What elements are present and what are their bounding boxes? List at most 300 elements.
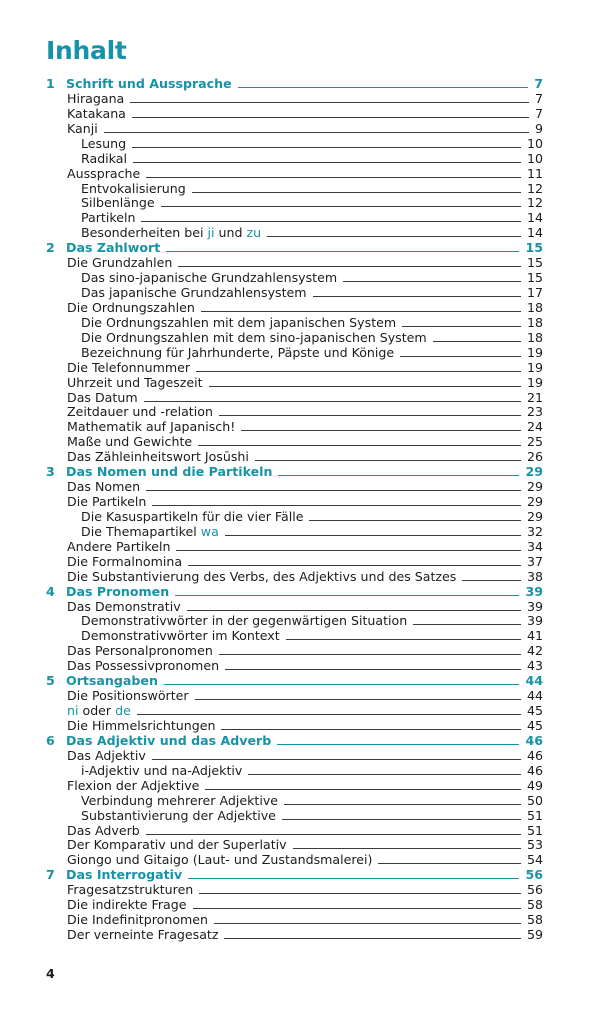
page-ref: 58	[526, 897, 543, 913]
leader-line	[152, 505, 521, 506]
toc-entry	[67, 539, 542, 554]
entry-label-text: Mathematik auf Japanisch!	[67, 419, 236, 435]
entry-label	[67, 554, 186, 569]
entry-label-text: Zeitdauer und -relation	[67, 404, 213, 420]
entry-label	[67, 121, 102, 136]
entry-label-text: Entvokalisierung	[81, 180, 186, 196]
entry-label	[67, 419, 239, 434]
leader-line	[214, 923, 521, 924]
leader-line	[402, 326, 521, 327]
entry-label-text: Die Formalnomina	[67, 553, 183, 569]
leader-line	[195, 699, 521, 700]
entry-label	[67, 703, 135, 718]
leader-line	[201, 311, 521, 312]
page-ref: 14	[526, 225, 543, 241]
leader-line	[313, 296, 521, 297]
entry-label	[67, 912, 212, 927]
entry-label	[81, 330, 431, 345]
leader-line	[225, 535, 521, 536]
page-ref: 17	[526, 285, 543, 301]
page-ref: 11	[526, 165, 543, 181]
toc-entry	[67, 106, 542, 121]
chapter-number: 7	[46, 867, 55, 883]
leader-line	[241, 430, 521, 431]
page-ref: 43	[526, 658, 543, 674]
toc-entry	[81, 808, 542, 823]
page-ref: 19	[526, 374, 543, 390]
toc-entry	[67, 912, 542, 927]
toc-entry	[81, 136, 542, 151]
entry-label	[81, 763, 246, 778]
leader-line	[219, 654, 521, 655]
leader-line	[225, 669, 521, 670]
entry-label-text: Das Adverb	[67, 822, 140, 838]
leader-line	[137, 714, 521, 715]
leader-line	[199, 893, 521, 894]
japanese-term: ji	[207, 225, 215, 241]
toc-entry	[67, 360, 542, 375]
toc-entry-row[interactable]	[0, 852, 606, 867]
toc-entry	[81, 270, 542, 285]
page-ref: 9	[534, 120, 543, 136]
toc-entry-row[interactable]	[0, 434, 606, 449]
entry-label-text: Die Grundzahlen	[67, 255, 173, 271]
toc-entry-row[interactable]	[0, 494, 606, 509]
toc-entry-row[interactable]	[0, 270, 606, 285]
page-ref: 21	[526, 389, 543, 405]
entry-label-text: Hiragana	[67, 90, 125, 106]
entry-label	[67, 494, 150, 509]
entry-label-text: Besonderheiten bei	[81, 225, 208, 241]
toc-entry-row[interactable]	[0, 151, 606, 166]
page-ref: 10	[526, 150, 543, 166]
toc-entry	[67, 255, 542, 270]
toc-entry-row[interactable]	[0, 554, 606, 569]
toc-entry-row[interactable]	[0, 897, 606, 912]
toc-entry	[81, 509, 542, 524]
entry-label	[67, 599, 185, 614]
toc-entry-row[interactable]	[0, 255, 606, 270]
toc-entry	[66, 733, 542, 748]
page-ref: 29	[526, 508, 543, 524]
toc-entry-row[interactable]	[0, 524, 606, 539]
entry-label-text: Das Possessivpronomen	[67, 658, 220, 674]
entry-label-text: Das Pronomen	[66, 583, 170, 599]
leader-line	[141, 221, 521, 222]
entry-label-text: Partikeln	[81, 210, 136, 226]
entry-label-text: Demonstrativwörter in der gegenwärtigen Situation	[81, 613, 408, 629]
page-ref: 56	[525, 867, 543, 883]
toc-entry	[67, 300, 542, 315]
toc-entry-row[interactable]	[0, 569, 606, 584]
entry-label-text: Die Partikeln	[67, 494, 147, 510]
chapter-number: 6	[46, 732, 55, 748]
japanese-term: zu	[246, 225, 262, 241]
leader-line	[282, 819, 521, 820]
toc-entry-row[interactable]	[0, 449, 606, 464]
page-ref: 7	[534, 105, 543, 121]
toc-entry-row[interactable]	[0, 106, 606, 121]
toc-entry-row[interactable]	[0, 882, 606, 897]
leader-line	[284, 804, 521, 805]
entry-label-text: Die Ordnungszahlen mit dem sino-japanischen System	[81, 329, 427, 345]
toc-entry	[67, 688, 542, 703]
page-ref: 24	[526, 419, 543, 435]
toc-entry	[67, 390, 542, 405]
leader-line	[413, 624, 521, 625]
leader-line	[196, 371, 521, 372]
page-ref: 44	[525, 673, 543, 689]
toc-entry-row[interactable]	[0, 748, 606, 763]
leader-line	[188, 878, 519, 879]
leader-line	[192, 192, 521, 193]
entry-label-text: Bezeichnung für Jahrhunderte, Päpste und Könige	[81, 344, 395, 360]
entry-label	[67, 390, 142, 405]
entry-label	[67, 837, 291, 852]
page-ref: 18	[526, 314, 543, 330]
page-ref: 29	[526, 494, 543, 510]
page-ref: 29	[525, 464, 543, 480]
toc-entry-row[interactable]	[0, 419, 606, 434]
entry-label	[81, 285, 311, 300]
entry-label	[81, 181, 190, 196]
leader-line	[133, 162, 521, 163]
entry-label-text: Die Himmelsrichtungen	[67, 717, 216, 733]
entry-label	[66, 733, 275, 748]
page-ref: 29	[526, 479, 543, 495]
entry-label-text: Kanji	[67, 120, 98, 136]
toc-entry	[67, 554, 542, 569]
entry-label	[67, 852, 376, 867]
toc-entry-row[interactable]	[0, 793, 606, 808]
toc-entry-row[interactable]	[0, 912, 606, 927]
page-title: Inhalt	[46, 36, 127, 65]
toc-entry-row[interactable]	[0, 315, 606, 330]
toc-entry-row[interactable]	[0, 823, 606, 838]
page-ref: 26	[526, 449, 543, 465]
entry-label	[81, 195, 159, 210]
page-ref: 38	[526, 568, 543, 584]
toc-entry-row[interactable]	[0, 210, 606, 225]
entry-label	[67, 748, 150, 763]
entry-label	[67, 688, 193, 703]
toc-entry	[67, 569, 542, 584]
toc-entry	[81, 524, 542, 539]
entry-label-text: und	[214, 225, 247, 241]
leader-line	[104, 132, 529, 133]
toc-entry-row[interactable]	[0, 225, 606, 240]
page-ref: 15	[526, 270, 543, 286]
toc-entry	[67, 449, 542, 464]
entry-label-text: Das Datum	[67, 389, 138, 405]
chapter-number: 5	[46, 673, 55, 689]
toc-entry	[67, 599, 542, 614]
page-ref: 7	[534, 76, 543, 91]
page-ref: 42	[526, 643, 543, 659]
entry-label	[67, 300, 199, 315]
toc-entry	[81, 763, 542, 778]
leader-line	[161, 206, 521, 207]
toc-entry-row[interactable]	[0, 613, 606, 628]
toc-entry-row[interactable]	[0, 330, 606, 345]
toc-entry	[66, 867, 542, 882]
toc-entry-row[interactable]	[0, 285, 606, 300]
entry-label	[81, 315, 400, 330]
leader-line	[132, 117, 529, 118]
leader-line	[278, 475, 519, 476]
toc-entry	[81, 330, 542, 345]
leader-line	[221, 729, 521, 730]
toc-entry-row[interactable]	[0, 778, 606, 793]
toc-entry	[67, 718, 542, 733]
leader-line	[286, 639, 521, 640]
toc-entry-row[interactable]	[0, 539, 606, 554]
toc-entry-row[interactable]	[0, 345, 606, 360]
leader-line	[343, 281, 521, 282]
entry-label-text: Fragesatzstrukturen	[67, 882, 194, 898]
page-ref: 53	[526, 837, 543, 853]
toc-entry-row[interactable]	[0, 136, 606, 151]
toc-entry	[67, 404, 542, 419]
toc-entry-row[interactable]	[0, 300, 606, 315]
page-ref: 37	[526, 553, 543, 569]
leader-line	[248, 774, 521, 775]
toc-entry	[81, 181, 542, 196]
page-ref: 19	[526, 344, 543, 360]
toc-entry	[67, 419, 542, 434]
entry-label-text: Maße und Gewichte	[67, 434, 193, 450]
leader-line	[267, 236, 521, 237]
page-ref: 12	[526, 180, 543, 196]
japanese-term: wa	[200, 523, 219, 539]
page-ref: 39	[526, 613, 543, 629]
entry-label	[67, 91, 128, 106]
page-ref: 46	[525, 732, 543, 748]
page-ref: 15	[526, 255, 543, 271]
toc-entry	[67, 882, 542, 897]
page-ref: 32	[526, 523, 543, 539]
entry-label	[81, 270, 341, 285]
entry-label	[67, 434, 196, 449]
page-ref: 56	[526, 882, 543, 898]
entry-label-text: Das Zähleinheitswort Josūshi	[67, 449, 249, 465]
toc-chapter-row[interactable]	[0, 673, 606, 688]
page-ref: 45	[526, 703, 543, 719]
entry-label	[66, 76, 236, 91]
toc-entry	[81, 225, 542, 240]
entry-label	[67, 404, 217, 419]
toc-entry-row[interactable]	[0, 195, 606, 210]
entry-label-text: Aussprache	[67, 165, 141, 181]
page-ref: 19	[526, 359, 543, 375]
page-ref: 15	[525, 240, 543, 256]
leader-line	[293, 848, 521, 849]
leader-line	[144, 401, 521, 402]
toc-chapter-row[interactable]	[0, 240, 606, 255]
page-ref: 34	[526, 538, 543, 554]
entry-label	[67, 718, 219, 733]
toc-entry	[67, 897, 542, 912]
leader-line	[175, 595, 519, 596]
toc-entry	[81, 195, 542, 210]
toc-chapter-row[interactable]	[0, 584, 606, 599]
leader-line	[187, 610, 521, 611]
toc-entry	[67, 778, 542, 793]
leader-line	[433, 341, 521, 342]
toc-entry-row[interactable]	[0, 404, 606, 419]
toc-chapter-row[interactable]	[0, 464, 606, 479]
entry-label-text: Schrift und Aussprache	[66, 76, 232, 91]
toc-entry	[67, 748, 542, 763]
toc-chapter-row[interactable]	[0, 867, 606, 882]
entry-label-text: Giongo und Gitaigo (Laut- und Zustandsmalerei)	[67, 852, 373, 868]
toc-entry	[81, 151, 542, 166]
toc-entry-row[interactable]	[0, 927, 606, 942]
toc-entry-row[interactable]	[0, 181, 606, 196]
entry-label	[67, 449, 253, 464]
leader-line	[132, 147, 521, 148]
entry-label-text: Das Interrogativ	[66, 867, 183, 883]
toc-chapter-row[interactable]	[0, 76, 606, 91]
entry-label	[67, 823, 144, 838]
page-ref: 41	[526, 628, 543, 644]
toc-entry-row[interactable]	[0, 643, 606, 658]
page-ref: 12	[526, 195, 543, 211]
toc-entry	[67, 375, 542, 390]
entry-label-text: Das Nomen und die Partikeln	[66, 464, 273, 480]
toc-entry	[81, 613, 542, 628]
leader-line	[130, 102, 529, 103]
toc-entry-row[interactable]	[0, 166, 606, 181]
leader-line	[146, 834, 521, 835]
chapter-number: 2	[46, 240, 55, 256]
toc-entry	[66, 76, 542, 91]
toc-entry-row[interactable]	[0, 91, 606, 106]
toc-entry	[66, 673, 542, 688]
leader-line	[462, 580, 521, 581]
entry-label-text: Das sino-japanische Grundzahlensystem	[81, 270, 338, 286]
toc-entry-row[interactable]	[0, 599, 606, 614]
leader-line	[400, 356, 521, 357]
toc-entry	[67, 121, 542, 136]
entry-label-text: Das japanische Grundzahlensystem	[81, 285, 307, 301]
chapter-number: 4	[46, 583, 55, 599]
toc-entry-row[interactable]	[0, 509, 606, 524]
page-number: 4	[46, 966, 55, 981]
entry-label	[67, 166, 144, 181]
toc-entry-row[interactable]	[0, 628, 606, 643]
entry-label	[67, 882, 197, 897]
entry-label	[67, 375, 207, 390]
toc-entry-row[interactable]	[0, 360, 606, 375]
toc-entry-row[interactable]	[0, 718, 606, 733]
entry-label-text: Lesung	[81, 135, 127, 151]
leader-line	[146, 177, 521, 178]
entry-label	[81, 613, 411, 628]
toc-entry	[67, 927, 542, 942]
toc-entry	[81, 793, 542, 808]
toc-entry	[67, 494, 542, 509]
page-ref: 39	[526, 598, 543, 614]
page-ref: 46	[526, 747, 543, 763]
entry-label-text: Substantivierung der Adjektive	[81, 807, 276, 823]
entry-label	[66, 240, 164, 255]
page-ref: 59	[526, 927, 543, 942]
entry-label	[81, 808, 280, 823]
toc-entry-row[interactable]	[0, 688, 606, 703]
entry-label	[81, 136, 130, 151]
entry-label-text: Die Telefonnummer	[67, 359, 191, 375]
page-ref: 10	[526, 135, 543, 151]
entry-label-text: Uhrzeit und Tageszeit	[67, 374, 203, 390]
toc-entry	[66, 584, 542, 599]
leader-line	[166, 251, 519, 252]
toc-entry-row[interactable]	[0, 375, 606, 390]
entry-label	[81, 628, 284, 643]
leader-line	[209, 386, 521, 387]
toc-entry-row[interactable]	[0, 479, 606, 494]
toc-entry	[67, 703, 542, 718]
toc-entry	[67, 479, 542, 494]
leader-line	[219, 415, 521, 416]
entry-label	[81, 509, 307, 524]
leader-line	[198, 445, 521, 446]
entry-label-text: Der Komparativ und der Superlativ	[67, 837, 287, 853]
entry-label-text: Das Personalpronomen	[67, 643, 213, 659]
entry-label	[66, 464, 276, 479]
page-ref: 44	[526, 688, 543, 704]
toc-entry	[67, 823, 542, 838]
toc-chapter-row[interactable]	[0, 733, 606, 748]
toc-entry	[81, 315, 542, 330]
entry-label-text: Das Adjektiv und das Adverb	[66, 732, 272, 748]
toc-entry	[67, 658, 542, 673]
entry-label-text: Flexion der Adjektive	[67, 777, 200, 793]
entry-label-text: Die indirekte Frage	[67, 897, 187, 913]
page-ref: 45	[526, 717, 543, 733]
leader-line	[152, 759, 521, 760]
toc-entry	[66, 464, 542, 479]
toc-entry-row[interactable]	[0, 808, 606, 823]
page-ref: 23	[526, 404, 543, 420]
page-ref: 39	[525, 583, 543, 599]
entry-label-text: Der verneinte Fragesatz	[67, 927, 219, 942]
leader-line	[188, 565, 521, 566]
entry-label	[67, 778, 203, 793]
toc-entry-row[interactable]	[0, 763, 606, 778]
entry-label	[66, 673, 162, 688]
leader-line	[238, 87, 528, 88]
entry-label-text: Verbindung mehrerer Adjektive	[81, 792, 279, 808]
leader-line	[164, 684, 519, 685]
toc-entry-row[interactable]	[0, 837, 606, 852]
entry-label	[81, 210, 139, 225]
entry-label-text: Die Indefinitpronomen	[67, 912, 209, 928]
toc-entry-row[interactable]	[0, 658, 606, 673]
entry-label	[67, 360, 194, 375]
toc-entry-row[interactable]	[0, 703, 606, 718]
toc-entry	[67, 643, 542, 658]
toc-entry-row[interactable]	[0, 121, 606, 136]
toc-entry	[67, 434, 542, 449]
leader-line	[146, 490, 521, 491]
entry-label-text: Das Demonstrativ	[67, 598, 181, 614]
leader-line	[193, 908, 521, 909]
toc-entry-row[interactable]	[0, 390, 606, 405]
leader-line	[255, 460, 521, 461]
leader-line	[176, 550, 521, 551]
page-ref: 7	[534, 90, 543, 106]
